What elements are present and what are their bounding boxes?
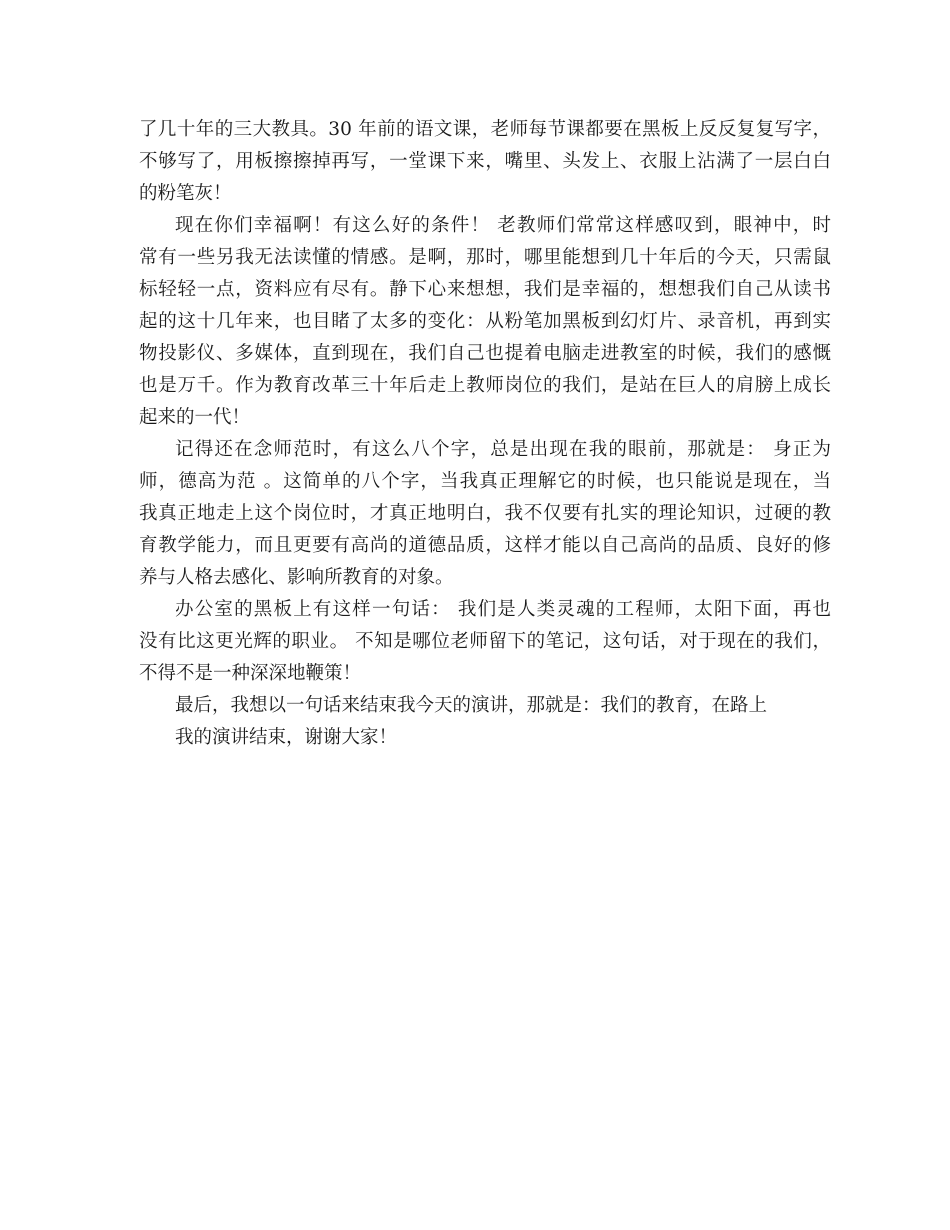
text-line: 现在你们幸福啊！有这么好的条件！ 老教师们常常这样感叹到，眼神中，时	[175, 215, 831, 236]
text-line: 物投影仪、多媒体，直到现在，我们自己也提着电脑走进教室的时候，我们的感慨	[139, 343, 831, 364]
paragraph-normal-school-motto	[139, 434, 831, 594]
text-line: 标轻轻一点，资料应有尽有。静下心来想想，我们是幸福的，想想我们自己从读书	[139, 279, 831, 300]
paragraph-happiness	[139, 210, 831, 434]
text-line: 起来的一代！	[139, 407, 251, 428]
text-line: 常有一些另我无法读懂的情感。是啊，那时，哪里能想到几十年后的今天，只需鼠	[139, 247, 831, 268]
text-line: 育教学能力，而且更要有高尚的道德品质，这样才能以自己高尚的品质、良好的修	[139, 535, 831, 556]
paragraph-blackboard-quote	[139, 594, 831, 690]
paragraph-teaching-tools	[139, 114, 831, 210]
text-line: 不够写了，用板擦擦掉再写，一堂课下来，嘴里、头发上、衣服上沾满了一层白白	[139, 151, 831, 172]
text-line: 最后，我想以一句话来结束我今天的演讲，那就是：我们的教育，在路上	[175, 695, 768, 716]
text-line: 我的演讲结束，谢谢大家！	[175, 727, 398, 748]
text-line: 起的这十几年来，也目睹了太多的变化：从粉笔加黑板到幻灯片、录音机，再到实	[139, 311, 831, 332]
text-line: 记得还在念师范时，有这么八个字，总是出现在我的眼前，那就是： 身正为	[175, 439, 831, 460]
paragraph-conclusion	[139, 690, 831, 722]
text-line: 的粉笔灰！	[139, 183, 232, 204]
text-line: 了几十年的三大教具。30 年前的语文课，老师每节课都要在黑板上反反复复写字，	[139, 119, 831, 140]
text-line: 没有比这更光辉的职业。 不知是哪位老师留下的笔记，这句话，对于现在的我们，	[139, 631, 831, 652]
speech-text-body	[139, 114, 831, 754]
text-line: 不得不是一种深深地鞭策！	[139, 663, 362, 684]
text-line: 办公室的黑板上有这样一句话： 我们是人类灵魂的工程师，太阳下面，再也	[175, 599, 831, 620]
paragraph-closing	[139, 722, 831, 754]
text-line: 师，德高为范 。这简单的八个字，当我真正理解它的时候，也只能说是现在，当	[139, 471, 831, 492]
text-line: 我真正地走上这个岗位时，才真正地明白，我不仅要有扎实的理论知识，过硬的教	[139, 503, 831, 524]
text-line: 也是万千。作为教育改革三十年后走上教师岗位的我们，是站在巨人的肩膀上成长	[139, 375, 831, 396]
text-line: 养与人格去感化、影响所教育的对象。	[139, 567, 454, 588]
